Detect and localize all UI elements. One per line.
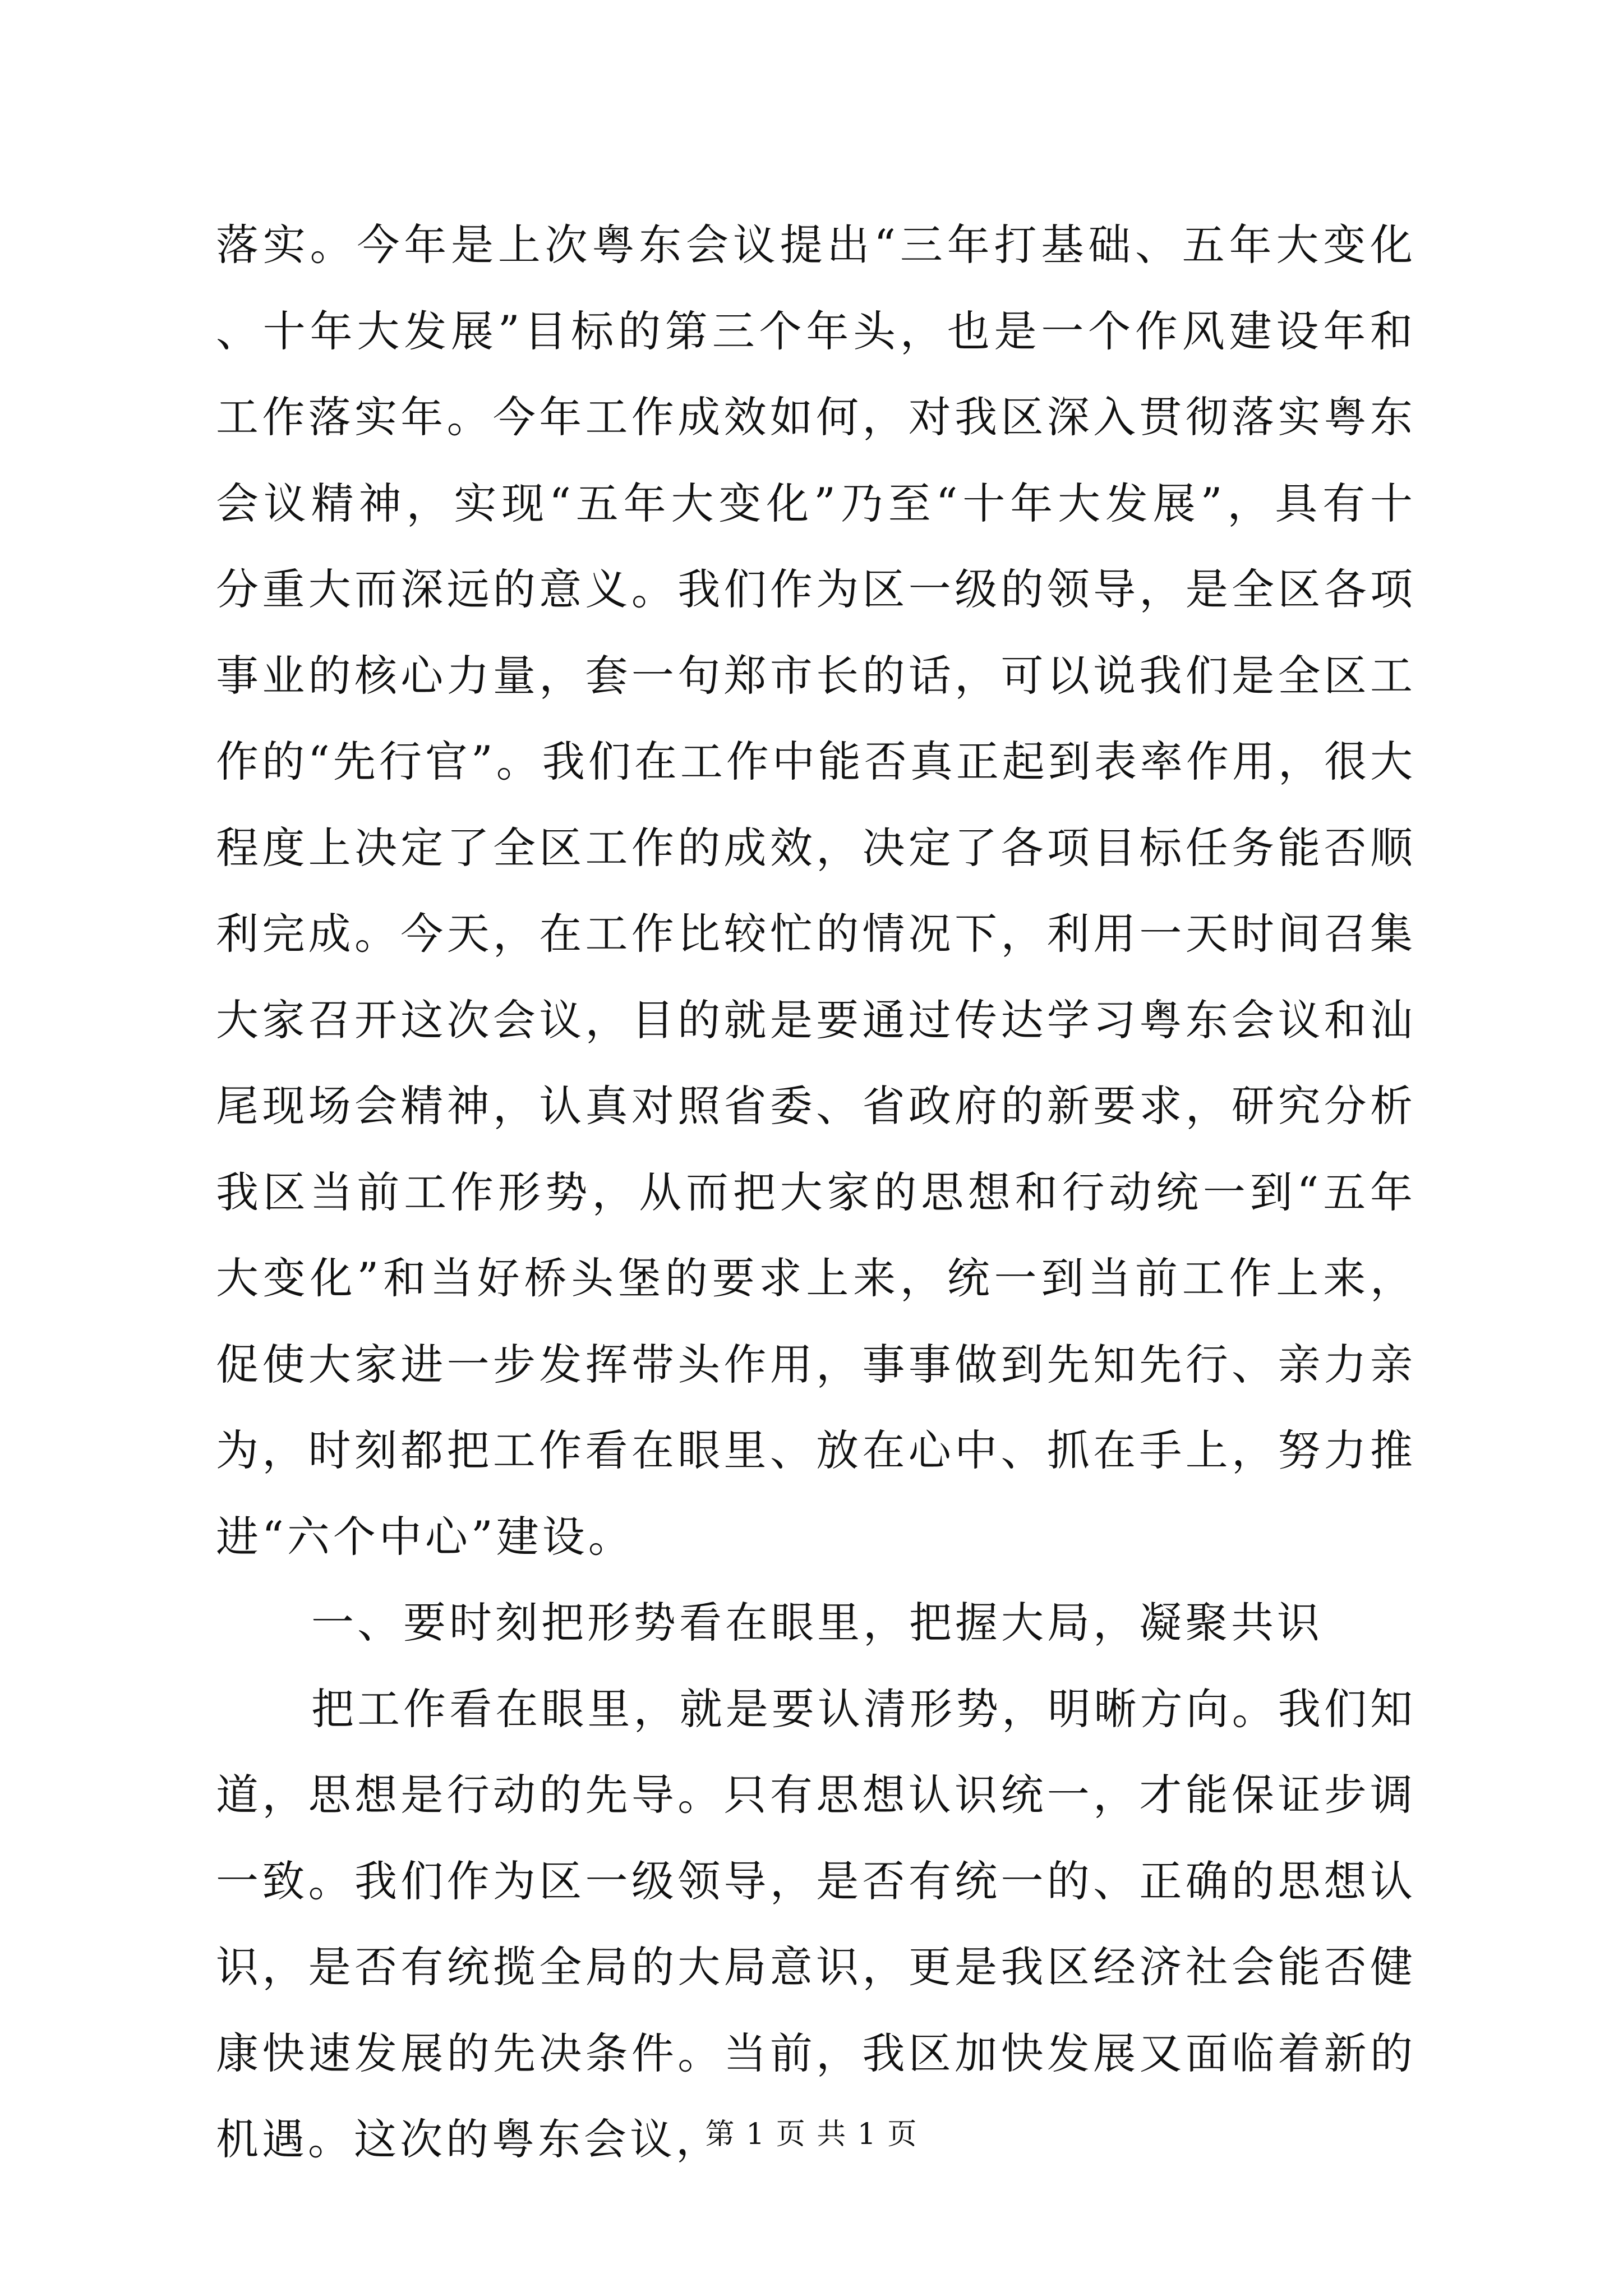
paragraph-1: 落实。今年是上次粤东会议提出“三年打基础、五年大变化、十年大发展”目标的第三个年头，也是一个作风建设年和工作落实年。今年工作成效如何，对我区深入贯彻落实粤东会议精神，实现“五年大变化”乃至“十年大发展”，具有十分重大而深远的意义。我们作为区一级的领导，是全区各项事业的核心力量，套一句郑市长的话，可以说我们是全区工作的“先行官”。我们在工作中能否真正起到表率作用，很大程度上决定了全区工作的成效，决定了各项目标任务能否顺利完成。今天，在工作比较忙的情况下，利用一天时间召集大家召开这次会议，目的就是要通过传达学习粤东会议和汕尾现场会精神，认真对照省委、省政府的新要求，研究分析我区当前工作形势，从而把大家的思想和行动统一到“五年大变化”和当好桥头堡的要求上来，统一到当前工作上来，促使大家进一步发挥带头作用，事事做到先知先行、亲力亲为，时刻都把工作看在眼里、放在心中、抓在手上，努力推进“六个中心”建设。 (216, 220, 1416, 1562)
section-heading: 一、要时刻把形势看在眼里，把握大局，凝聚共识 (311, 1598, 1323, 1648)
document-body (216, 202, 1416, 2183)
paragraph-2: 把工作看在眼里，就是要认清形势，明晰方向。我们知道，思想是行动的先导。只有思想认识统一，才能保证步调一致。我们作为区一级领导，是否有统一的、正确的思想认识，是否有统揽全局的大局意识，更是我区经济社会能否健康快速发展的先决条件。当前，我区加快发展又面临着新的机遇。这次的粤东会议， (216, 1683, 1416, 2164)
page-footer: 第 1 页 共 1 页 (705, 2118, 918, 2151)
